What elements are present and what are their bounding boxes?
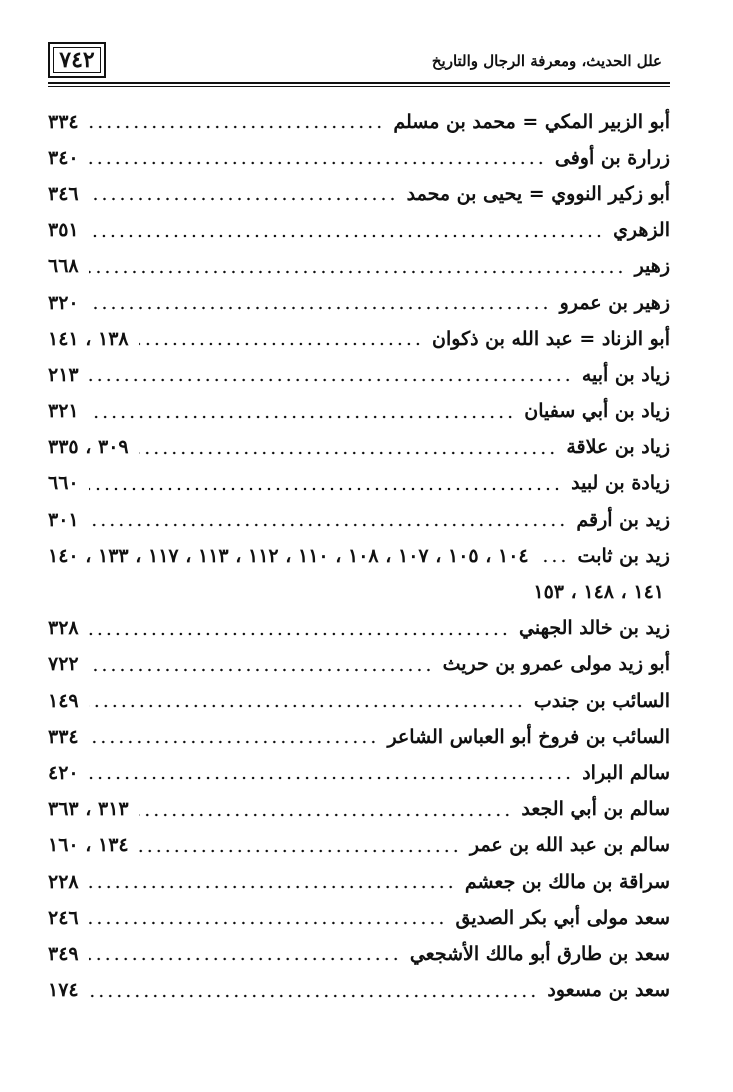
dot-leader bbox=[89, 885, 455, 889]
entry-name: سالم بن أبي الجعد bbox=[521, 798, 670, 821]
entry-pages: ١٣٤ ، ١٦٠ bbox=[48, 834, 129, 857]
entry-name: زياد بن أبيه bbox=[581, 363, 670, 386]
entry-name: سالم بن عبد الله بن عمر bbox=[469, 834, 670, 857]
dot-leader bbox=[139, 451, 557, 455]
entry-name: السائب بن جندب bbox=[533, 689, 670, 712]
entry-pages: ٣٠١ bbox=[48, 508, 79, 531]
dot-leader bbox=[89, 197, 397, 201]
dot-leader bbox=[89, 704, 524, 708]
entry-name: سالم البراد bbox=[582, 761, 670, 784]
header-rule-thin bbox=[48, 86, 670, 87]
index-entry bbox=[48, 502, 670, 538]
entry-name: سراقة بن مالك بن جعشم bbox=[464, 870, 670, 893]
dot-leader bbox=[89, 523, 567, 527]
index-entry-continuation bbox=[48, 574, 670, 610]
dot-leader bbox=[89, 161, 545, 165]
dot-leader bbox=[89, 378, 572, 382]
entry-name: أبو زكير النووي = يحيى بن محمد bbox=[406, 182, 670, 205]
entry-name: سعد بن مسعود bbox=[547, 979, 670, 1002]
index-entry bbox=[48, 538, 670, 574]
dot-leader bbox=[89, 270, 625, 274]
entry-name: زرارة بن أوفى bbox=[554, 146, 670, 169]
entry-pages: ٣٤٩ bbox=[48, 942, 79, 965]
dot-leader bbox=[89, 776, 573, 780]
index-entry bbox=[48, 828, 670, 864]
entry-pages: ٣٥١ bbox=[48, 219, 79, 242]
dot-leader bbox=[89, 234, 603, 238]
entry-name: زهير بن عمرو bbox=[559, 291, 670, 314]
entry-pages: ١٣٨ ، ١٤١ bbox=[48, 327, 129, 350]
page-number: ٧٤٢ bbox=[48, 42, 106, 78]
entry-pages: ٢٢٨ bbox=[48, 870, 79, 893]
entry-pages: ٦٦٠ bbox=[48, 472, 79, 495]
index-entry bbox=[48, 430, 670, 466]
index-entry bbox=[48, 900, 670, 936]
entry-pages: ٢٤٦ bbox=[48, 906, 79, 929]
entry-name: الزهري bbox=[613, 219, 670, 242]
dot-leader bbox=[139, 813, 512, 817]
entry-pages: ٧٢٢ bbox=[48, 653, 79, 676]
entry-pages: ١٤١ ، ١٤٨ ، ١٥٣ bbox=[533, 581, 664, 604]
entry-pages: ٣٤٠ bbox=[48, 146, 79, 169]
dot-leader bbox=[89, 957, 400, 961]
index-entry bbox=[48, 321, 670, 357]
index-entry bbox=[48, 647, 670, 683]
entry-pages: ٣٤٦ bbox=[48, 182, 79, 205]
entry-name: زيد بن أرقم bbox=[576, 508, 670, 531]
index-entry bbox=[48, 285, 670, 321]
index-entry bbox=[48, 213, 670, 249]
dot-leader bbox=[89, 125, 384, 129]
dot-leader bbox=[89, 740, 378, 744]
entry-name: زيادة بن لبيد bbox=[571, 472, 670, 495]
dot-leader bbox=[139, 849, 460, 853]
entry-pages: ٣٣٤ bbox=[48, 110, 79, 133]
index-entry bbox=[48, 249, 670, 285]
entry-pages: ١٧٤ bbox=[48, 979, 79, 1002]
index-entry bbox=[48, 936, 670, 972]
index-entry bbox=[48, 683, 670, 719]
dot-leader bbox=[139, 342, 422, 346]
entry-pages: ١٤٩ bbox=[48, 689, 79, 712]
header-rule bbox=[48, 82, 670, 84]
dot-leader bbox=[89, 632, 509, 636]
index-entry bbox=[48, 394, 670, 430]
entry-pages: ٣٠٩ ، ٣٣٥ bbox=[48, 436, 129, 459]
entry-pages: ٦٦٨ bbox=[48, 255, 79, 278]
index-entry bbox=[48, 104, 670, 140]
entry-pages: ٣٢٠ bbox=[48, 291, 79, 314]
dot-leader bbox=[539, 559, 568, 563]
entry-pages: ٣٢١ bbox=[48, 400, 79, 423]
entry-name: زهير bbox=[634, 255, 670, 278]
dot-leader bbox=[89, 487, 561, 491]
entry-name: سعد مولى أبي بكر الصديق bbox=[455, 906, 670, 929]
entry-name: زياد بن أبي سفيان bbox=[524, 400, 670, 423]
entry-name: سعد بن طارق أبو مالك الأشجعي bbox=[409, 942, 670, 965]
index-entry bbox=[48, 466, 670, 502]
dot-leader bbox=[89, 306, 550, 310]
entry-name: أبو زيد مولى عمرو بن حريث bbox=[442, 653, 670, 676]
entry-name: السائب بن فروخ أبو العباس الشاعر bbox=[387, 725, 670, 748]
index-entry bbox=[48, 611, 670, 647]
page-header bbox=[48, 42, 670, 86]
dot-leader bbox=[89, 668, 433, 672]
entry-pages: ٣٢٨ bbox=[48, 617, 79, 640]
index-entry bbox=[48, 176, 670, 212]
entry-name: زيد بن ثابت bbox=[577, 544, 670, 567]
entry-pages: ٣١٣ ، ٣٦٣ bbox=[48, 798, 129, 821]
dot-leader bbox=[89, 921, 446, 925]
index-entry bbox=[48, 357, 670, 393]
entry-name: زياد بن علاقة bbox=[566, 436, 670, 459]
entry-pages: ٤٢٠ bbox=[48, 761, 79, 784]
index-list bbox=[48, 104, 670, 1009]
index-entry bbox=[48, 719, 670, 755]
entry-pages: ٣٣٤ bbox=[48, 725, 79, 748]
index-entry bbox=[48, 973, 670, 1009]
entry-pages: ٢١٣ bbox=[48, 363, 79, 386]
index-entry bbox=[48, 792, 670, 828]
entry-name: أبو الزناد = عبد الله بن ذكوان bbox=[432, 327, 670, 350]
entry-name: زيد بن خالد الجهني bbox=[519, 617, 670, 640]
entry-pages: ١٠٤ ، ١٠٥ ، ١٠٧ ، ١٠٨ ، ١١٠ ، ١١٢ ، ١١٣ ، ١١٧ ، ١٣٣ ، ١٤٠ bbox=[48, 544, 529, 567]
running-title: علل الحديث، ومعرفة الرجال والتاريخ bbox=[431, 52, 662, 70]
dot-leader bbox=[89, 415, 515, 419]
index-entry bbox=[48, 864, 670, 900]
index-entry bbox=[48, 755, 670, 791]
entry-name: أبو الزبير المكي = محمد بن مسلم bbox=[393, 110, 670, 133]
index-entry bbox=[48, 140, 670, 176]
dot-leader bbox=[89, 994, 538, 998]
